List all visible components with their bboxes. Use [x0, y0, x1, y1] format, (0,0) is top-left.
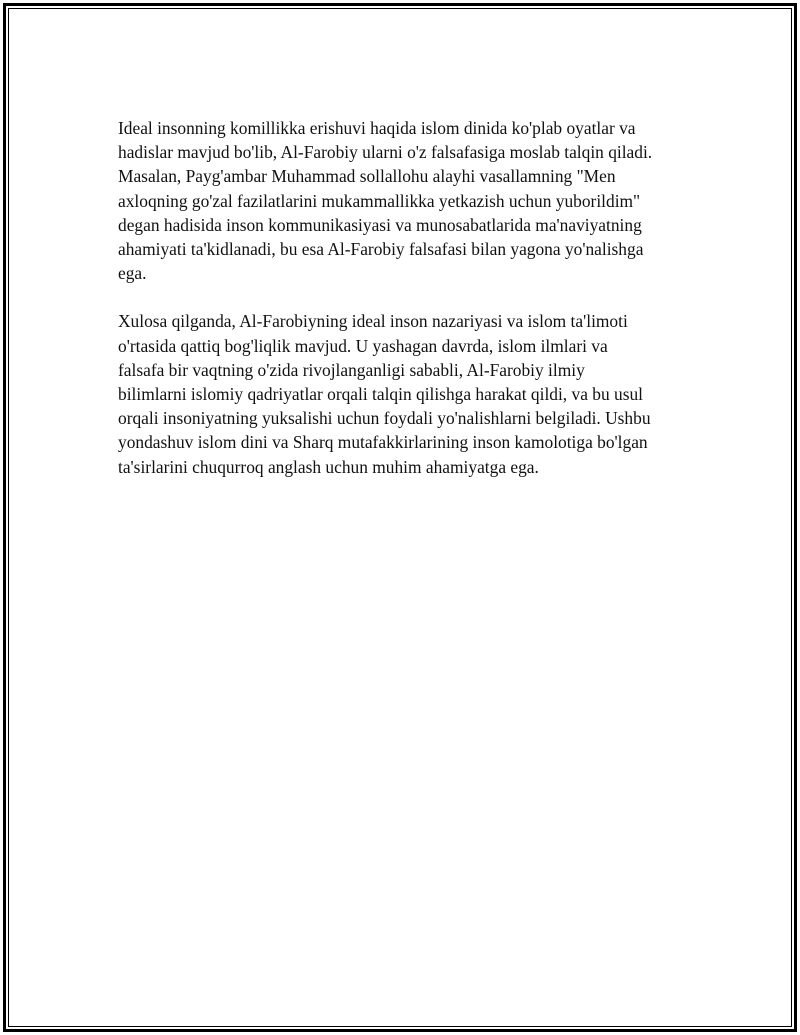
text-line: Xulosa qilganda, Al-Farobiyning ideal inson nazariyasi va islom ta'limoti	[118, 311, 628, 332]
text-line: bilimlarni islomiy qadriyatlar orqali talqin qilishga harakat qildi, va bu usul	[118, 384, 643, 405]
text-line: o'rtasida qattiq bog'liqlik mavjud. U yashagan davrda, islom ilmlari va	[118, 335, 608, 356]
text-line: axloqning go'zal fazilatlarini mukammallikka yetkazish uchun yuborildim"	[118, 190, 641, 211]
text-line: hadislar mavjud bo'lib, Al-Farobiy ularni o'z falsafasiga moslab talqin qiladi.	[118, 142, 653, 163]
text-line: ahamiyati ta'kidlanadi, bu esa Al-Farobiy falsafasi bilan yagona yo'nalishga	[118, 239, 644, 260]
text-line: degan hadisida inson kommunikasiyasi va munosabatlarida ma'naviyatning	[118, 214, 642, 235]
text-line: Masalan, Payg'ambar Muhammad sollallohu alayhi vasallamning "Men	[118, 166, 616, 187]
text-line: yondashuv islom dini va Sharq mutafakkirlarining inson kamolotiga bo'lgan	[118, 432, 648, 453]
text-line: Ideal insonning komillikka erishuvi haqida islom dinida ko'plab oyatlar va	[118, 118, 636, 138]
paragraph-1	[118, 116, 688, 285]
document-body	[118, 116, 688, 503]
paragraph-2	[118, 309, 688, 478]
text-line: falsafa bir vaqtning o'zida rivojlanganligi sababli, Al-Farobiy ilmiy	[118, 359, 585, 380]
text-line: ta'sirlarini chuqurroq anglash uchun muhim ahamiyatga ega.	[118, 456, 539, 477]
text-line: orqali insoniyatning yuksalishi uchun foydali yo'nalishlarni belgiladi. Ushbu	[118, 408, 651, 429]
text-line: ega.	[118, 263, 147, 284]
